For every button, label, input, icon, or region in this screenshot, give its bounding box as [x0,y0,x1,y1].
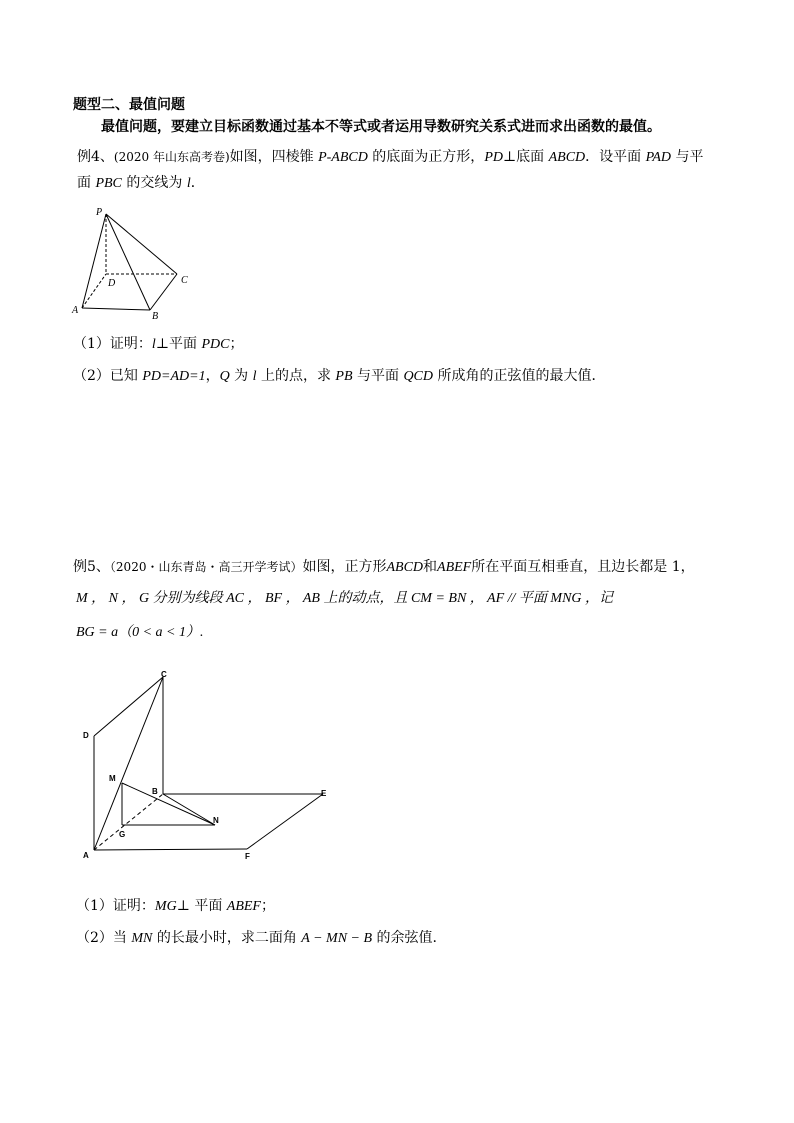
text: ．设平面 [585,149,646,165]
example-4-line-2 [77,174,205,193]
text: 的余弦值. [372,930,437,946]
edge-ab [82,308,150,310]
diagonal-ac [94,677,163,850]
vertex-label-d: D [83,731,89,740]
edge-pc [106,214,177,274]
plane-abef: ABEF [226,899,261,914]
example-4-line-1 [77,148,704,167]
vertex-label-b: B [152,787,158,796]
question-number: （2） [76,930,113,946]
example-5-line-2: M ， N ， G 分别为线段 AC ， BF ， AB 上的动点，且 CM = BN ， AF // 平面 MNG ，记 [76,591,614,606]
text: 与平面 [352,368,404,384]
text: 与平 [671,149,704,165]
pyramid-name: P-ABCD [318,150,368,165]
section-title: 题型二、最值问题 [73,97,185,113]
example-4-label: 例4、 [77,149,114,165]
line-l: l [252,369,257,384]
vertex-label-g: G [119,830,126,839]
segment-mn [122,783,215,825]
text: 当 [112,930,132,946]
example-4-question-1 [73,335,243,354]
plane-qcd: QCD [403,369,433,384]
example-5-source: （2020・山东青岛・高三开学考试） [109,560,303,574]
segment-bn [163,794,215,825]
vertex-label-d: D [108,278,116,289]
text: 证明： [109,336,152,352]
line-l: l [151,337,156,352]
line-l: l [186,176,191,191]
text: ⊥ 平面 [176,898,227,914]
edge-bc [150,274,177,310]
edge-ef [247,794,323,849]
edge-ab [94,794,163,850]
example-5-label: 例5、 [73,559,110,575]
edge-af [94,849,247,850]
question-number: （2） [73,368,110,384]
pyramid-figure [60,200,200,325]
plane-pad: PAD [645,150,672,165]
text: ⊥底面 [502,149,549,165]
edge-pb [106,214,150,310]
edge-ad [82,274,106,308]
text: 的交线为 [121,175,187,191]
text: 证明： [112,898,155,914]
text: 的长最小时，求二面角 [152,930,302,946]
example-5-line-3: BG = a（0 < a < 1）. [76,625,204,640]
segment-pb: PB [335,369,353,384]
vertex-label-a: A [72,305,79,316]
example-5-question-2 [76,929,437,948]
segment-pd: PD [484,150,503,165]
text: 所成角的正弦值的最大值． [433,368,606,384]
example-4-source: (2020 年山东高考卷) [113,150,230,164]
vertex-label-p: P [96,207,103,218]
vertex-label-c: C [161,670,167,679]
text: 如图，正方形 [302,559,387,575]
text: 的底面为正方形， [367,149,485,165]
square-abcd: ABCD [386,560,424,575]
text: ； [261,898,275,914]
example-5-line-1 [73,558,695,577]
vertex-label-a: A [83,851,89,860]
vertex-label-c: C [181,275,188,286]
plane-pbc: PBC [95,176,122,191]
squares-figure [75,668,345,863]
text: 所在平面互相垂直，且边长都是 1， [471,559,695,575]
text: ． [190,175,205,191]
edge-dc [94,677,163,736]
condition: PD=AD=1 [142,369,206,384]
vertex-label-f: F [245,852,250,861]
point-q: Q [219,369,230,384]
vertex-label-n: N [213,816,219,825]
question-number: （1） [76,898,113,914]
edge-pa [82,214,106,308]
text: ， [205,368,220,384]
text: 为 [229,368,253,384]
text: 和 [423,559,438,575]
vertex-label-m: M [109,774,116,783]
example-5-question-1 [76,897,275,916]
text: ； [229,336,244,352]
segment-mg: MG [154,899,177,914]
text: 已知 [109,368,143,384]
plane-abcd: ABCD [548,150,586,165]
example-4-question-2 [73,367,605,386]
square-abef: ABEF [437,560,472,575]
text: 如图，四棱锥 [229,149,319,165]
question-number: （1） [73,336,110,352]
text: 上的点，求 [256,368,336,384]
text: 面 [77,175,96,191]
plane-pdc: PDC [201,337,230,352]
vertex-label-e: E [321,789,327,798]
vertex-label-b: B [152,311,159,322]
text: ⊥平面 [155,336,202,352]
dihedral-angle: A − MN − B [301,931,373,946]
section-intro: 最值问题，要建立目标函数通过基本不等式或者运用导数研究关系式进而求出函数的最值。 [101,119,661,135]
segment-mn: MN [131,931,153,946]
